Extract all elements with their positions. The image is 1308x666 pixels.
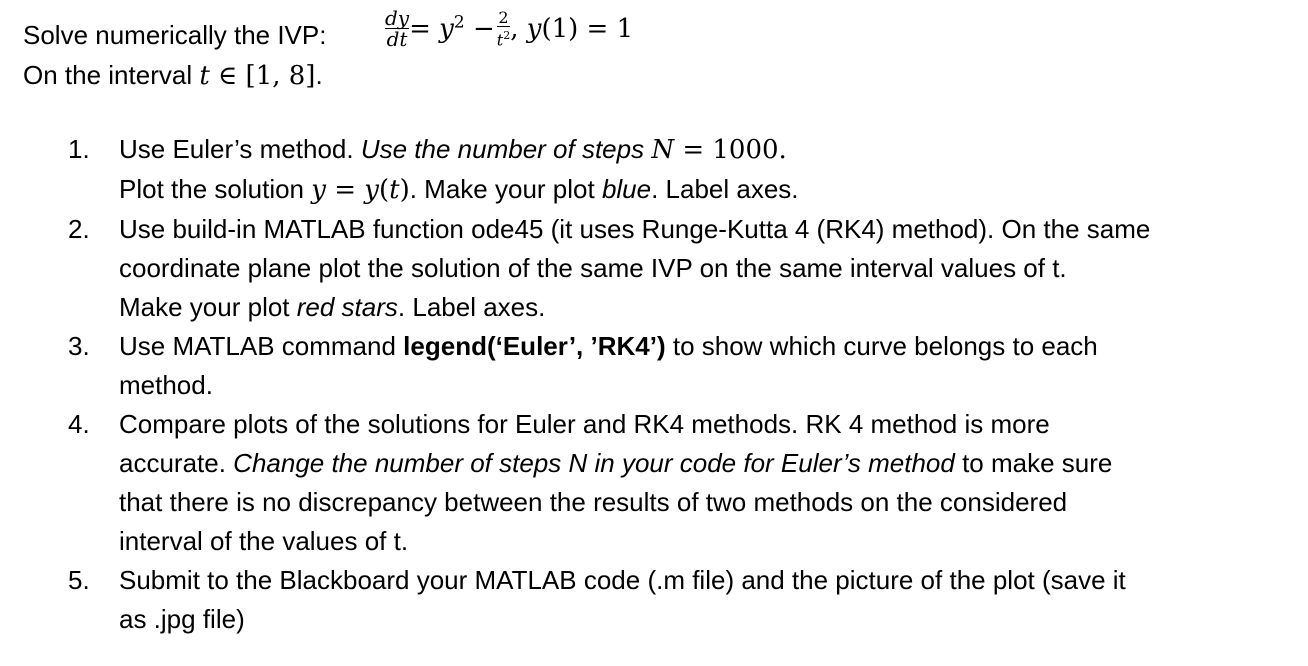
text-run-bold: legend(‘Euler’, ’RK4’) <box>403 331 666 361</box>
item-line <box>119 444 1293 483</box>
text-run: to show which curve belongs to each <box>665 331 1098 361</box>
item-line: method. <box>119 370 213 400</box>
n-var: N <box>651 135 675 165</box>
paren-open: ( <box>378 175 390 205</box>
math-run <box>651 135 787 165</box>
y-var: y <box>311 175 326 205</box>
item-line: Use build-in MATLAB function ode45 (it uses Runge-Kutta 4 (RK4) method). On the same <box>119 214 1151 244</box>
interval-math <box>199 61 315 91</box>
y-exponent: 2 <box>453 11 465 32</box>
text-run: Use MATLAB command <box>119 331 404 361</box>
dy-dt-numerator: dy <box>385 6 410 30</box>
text-run: Use Euler’s method. <box>119 134 361 164</box>
minus-sign: − <box>464 13 495 44</box>
text-run: . Label axes. <box>397 292 546 322</box>
text-run: to make sure <box>954 448 1113 478</box>
item-number: 2. <box>68 214 90 244</box>
text-run: . Label axes. <box>651 174 799 204</box>
item-line <box>119 288 1293 327</box>
text-run-italic: Change the number of steps N in your code for Euler’s method <box>233 448 955 478</box>
list-item <box>68 210 1293 327</box>
text-run-italic: blue <box>601 174 652 204</box>
n-value: = 1000. <box>674 135 787 165</box>
item-line: that there is no discrepancy between the results of two methods on the considered <box>119 487 1068 517</box>
comma: , <box>510 13 527 44</box>
text-run: Plot the solution <box>119 174 312 204</box>
item-line <box>119 327 1293 366</box>
equals-sign: = <box>409 13 440 44</box>
item-line: as .jpg file) <box>119 604 245 634</box>
rhs-numerator: 2 <box>498 7 509 27</box>
interval-end: . <box>315 60 323 90</box>
t-var: t <box>389 175 400 205</box>
text-run: accurate. <box>119 448 234 478</box>
rhs-t-exponent: 2 <box>503 28 511 42</box>
intro-text: Solve numerically the IVP: <box>23 20 327 50</box>
rhs-t: t <box>496 30 504 50</box>
item-number: 3. <box>68 331 90 361</box>
initial-condition <box>510 14 633 44</box>
ic-value: (1) = 1 <box>541 13 634 44</box>
text-run: . Make your plot <box>409 174 602 204</box>
list-item <box>68 561 1293 639</box>
item-line <box>119 130 1293 170</box>
item-number: 5. <box>68 565 90 595</box>
dy-dt-fraction <box>385 8 409 49</box>
y-var: y <box>364 175 379 205</box>
interval-statement <box>23 56 323 95</box>
list-item <box>68 405 1293 561</box>
item-line: Submit to the Blackboard your MATLAB code (.m file) and the picture of the plot (save it <box>119 565 1126 595</box>
ic-y: y <box>526 13 542 44</box>
text-run: Make your plot <box>119 292 297 322</box>
item-line <box>119 170 1293 210</box>
item-number: 4. <box>68 409 90 439</box>
paren-close: ) <box>399 175 410 205</box>
ode-equation <box>385 8 633 52</box>
equation-middle <box>409 11 495 44</box>
list-item <box>68 327 1293 405</box>
item-line: coordinate plane plot the solution of the same IVP on the same interval values of t. <box>119 253 1067 283</box>
two-over-t-squared <box>497 9 510 48</box>
list-item <box>68 130 1293 210</box>
equals-sign: = <box>325 175 365 205</box>
rhs-denominator <box>497 27 510 48</box>
item-line: Compare plots of the solutions for Euler and RK4 methods. RK 4 method is more <box>119 409 1050 439</box>
dy-dt-denominator: dt <box>386 27 408 51</box>
text-run-italic: red stars <box>296 292 398 322</box>
element-of-sign: ∈ <box>209 61 246 91</box>
interval-var: t <box>199 61 210 91</box>
math-run <box>311 175 410 205</box>
y-var: y <box>439 13 454 44</box>
item-number: 1. <box>68 134 90 164</box>
task-list <box>68 130 1293 639</box>
text-run-italic: Use the number of steps <box>360 134 652 164</box>
interval-label: On the interval <box>23 60 200 90</box>
interval-range: [1, 8] <box>245 61 316 91</box>
item-line: interval of the values of t. <box>119 526 409 556</box>
